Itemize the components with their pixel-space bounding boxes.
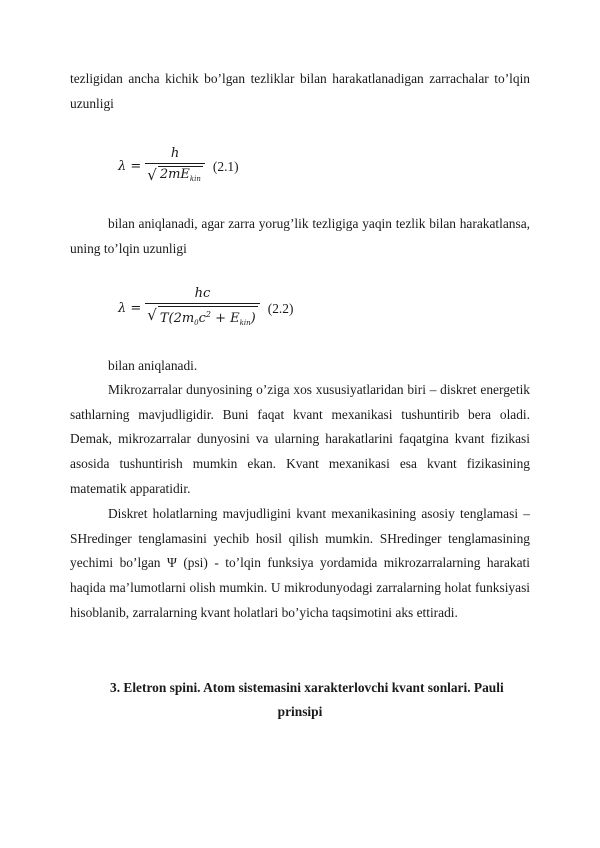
paragraph-3: bilan aniqlanadi. <box>108 358 198 373</box>
formula-lhs: λ = <box>118 159 142 174</box>
radicand-subscript: kin <box>189 175 201 183</box>
section-heading <box>70 676 530 724</box>
sqrt-symbol: √ <box>147 306 157 324</box>
formula-label: (2.1) <box>212 158 239 174</box>
radicand-part: ) <box>250 311 256 326</box>
heading-line-2: prinsipi <box>277 704 323 719</box>
paragraph-5: Diskret holatlarning mavjudligini kvant mexanikasining asosiy tenglamasi – SHredinger tenglamasini yechib hosil qilish mumkin. SHredinger tenglamasining yechimi bo’lgan Ψ (psi) - to’lqin funksiya yordamida mikrozarralarning harakati haqida ma’lumotlarni olish mumkin. U mikrodunyodagi zarralarning holat funksiyasi hisoblanib, zarralarning kvant holatlari bo’yicha taqsimotini aks ettiradi. <box>70 506 530 620</box>
formula-numerator: h <box>170 146 180 161</box>
formula-radicand <box>158 306 258 331</box>
formula-denominator <box>145 163 205 187</box>
radicand-subscript: 0 <box>194 319 199 327</box>
sqrt-symbol: √ <box>147 166 157 184</box>
formula-radicand <box>158 166 203 187</box>
radicand-superscript: 2 <box>205 310 212 319</box>
paragraph-2: bilan aniqlanadi, agar zarra yorug’lik tezligiga yaqin tezlik bilan harakatlansa, uning to’lqin uzunligi <box>70 216 530 256</box>
radicand-part: c <box>198 311 206 326</box>
formula-fraction <box>145 286 259 331</box>
paragraph-4: Mikrozarralar dunyosining o’ziga xos xususiyatlaridan biri – diskret energetik sathlarning mavjudligidir. Buni faqat kvant mexanikasi tushuntirib bera oladi. Demak, mikrozarralar dunyosini va ularning harakatlarini faqatgina kvant fizikasi asosida tushuntirish mumkin ekan. Kvant mexanikasi esa kvant fizikasining matematik apparatidir. <box>70 382 530 496</box>
radicand-part: T(2m <box>159 311 195 326</box>
formula-numerator: hc <box>194 286 211 301</box>
formula-denominator <box>145 303 259 331</box>
paragraph-1: tezligidan ancha kichik bo’lgan tezliklar bilan harakatlanadigan zarrachalar to’lqin uzunligi <box>70 71 530 111</box>
formula-lhs: λ = <box>118 301 142 316</box>
formula-label: (2.2) <box>267 300 294 316</box>
radicand-part: + E <box>211 311 240 326</box>
formula-2-2 <box>118 286 293 331</box>
formula-fraction <box>145 146 205 187</box>
radicand-main: 2mE <box>159 167 190 182</box>
formula-2-1 <box>118 146 239 187</box>
radicand-subscript: kin <box>239 319 251 327</box>
heading-line-1: 3. Eletron spini. Atom sistemasini xarakterlovchi kvant sonlari. Pauli <box>110 680 504 695</box>
